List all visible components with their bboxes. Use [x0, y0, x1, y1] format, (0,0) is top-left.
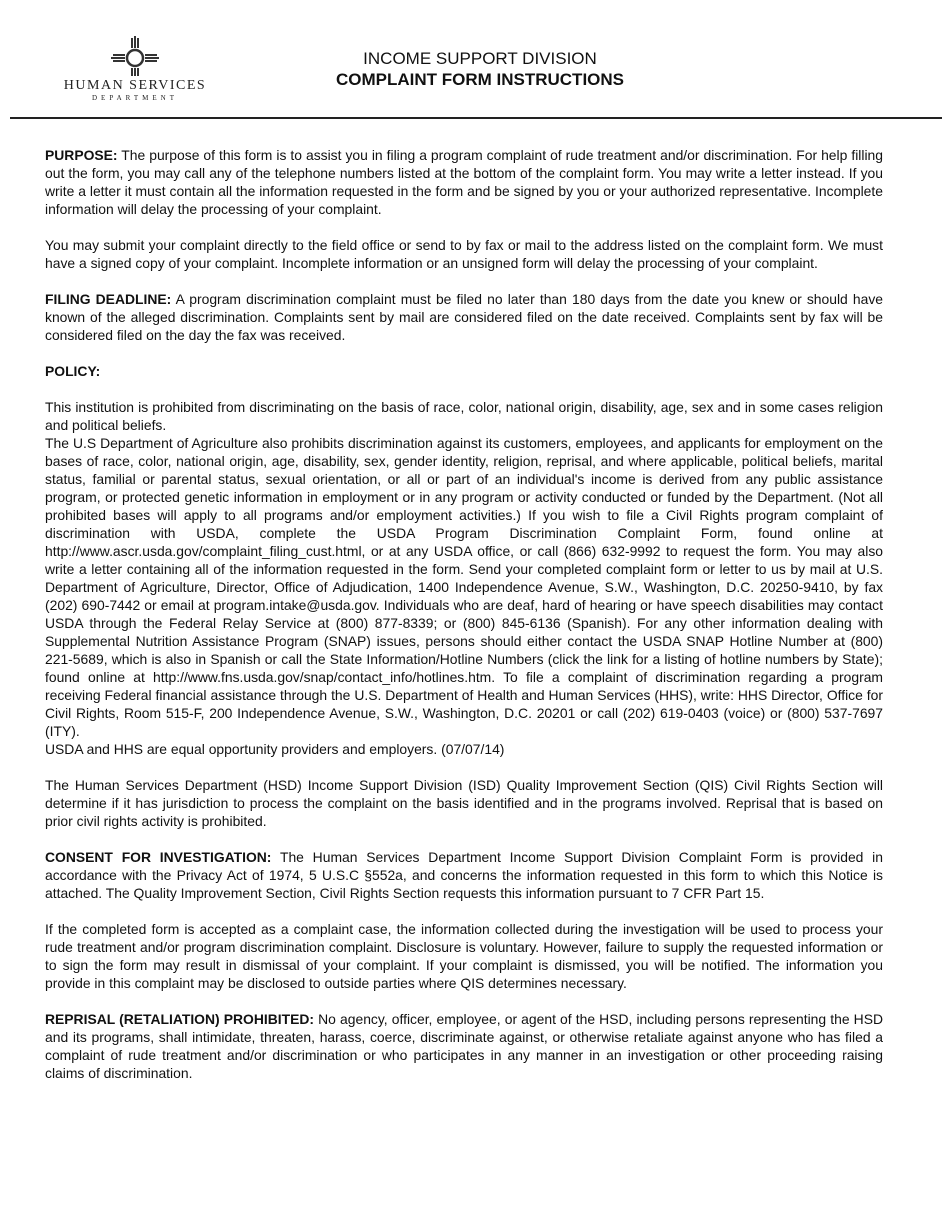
- consent-text: The Human Services Department Income Support Division Complaint Form is provided in accordance with the Privacy Act of 1974, 5 U.S.C §552a, and concerns the information requested in this form to which this Notice is attached. The Quality Improvement Section, Civil Rights Section requests this information pursuant to 7 CFR Part 15.: [45, 849, 883, 901]
- policy-section: [45, 362, 883, 758]
- division-name: INCOME SUPPORT DIVISION: [363, 49, 597, 68]
- instructions-body: [45, 146, 883, 1100]
- policy-equal-opportunity: USDA and HHS are equal opportunity providers and employers. (07/07/14): [45, 741, 505, 757]
- policy-label: POLICY:: [45, 363, 101, 379]
- disclosure-section: [45, 920, 883, 992]
- consent-section: [45, 848, 883, 902]
- form-title: COMPLAINT FORM INSTRUCTIONS: [335, 70, 625, 89]
- submission-text: You may submit your complaint directly to the field office or send to by fax or mail to the address listed on the complaint form. We must have a signed copy of your complaint. Incomplete information or an unsigned form will delay the processing of your complaint.: [45, 237, 883, 271]
- jurisdiction-section: [45, 776, 883, 830]
- deadline-section: [45, 290, 883, 344]
- logo-department: DEPARTMENT: [92, 94, 178, 102]
- reprisal-text: No agency, officer, employee, or agent of the HSD, including persons representing the HSD and its programs, shall intimidate, threaten, harass, coerce, discriminate against, or otherwise retaliate against anyone who has filed a complaint of rude treatment and/or discrimination or who participates in any manner in an investigation or other proceeding raising claims of discrimination.: [45, 1011, 883, 1081]
- deadline-text: A program discrimination complaint must be filed no later than 180 days from the date you knew or should have known of the alleged discrimination. Complaints sent by mail are considered filed on the date received. Complaints sent by fax will be considered filed on the day the fax was received.: [45, 291, 883, 343]
- hsd-logo: [50, 36, 220, 106]
- deadline-label: FILING DEADLINE:: [45, 291, 172, 307]
- policy-usda-text: The U.S Department of Agriculture also prohibits discrimination against its customers, employees, and applicants for employment on the bases of race, color, national origin, age, disability, sex, gender identity, religion, reprisal, and where applicable, political beliefs, marital status, familial or parental status, sexual orientation, or all or part of an individual's income is derived from any public assistance program, or protected genetic information in employment or in any program or activity conducted or funded by the Department. (Not all prohibited bases will apply to all programs and/or employment activities.) If you wish to file a Civil Rights program complaint of discrimination with USDA, complete the USDA Program Discrimination Complaint Form, found online at http://www.ascr.usda.gov/complaint_filing_cust.html, or at any USDA office, or call (866) 632-9992 to request the form. You may also write a letter containing all of the information requested in the form. Send your completed complaint form or letter to us by mail at U.S. Department of Agriculture, Director, Office of Adjudication, 1400 Independence Avenue, S.W., Washington, D.C. 20250-9410, by fax (202) 690-7442 or email at program.intake@usda.gov. Individuals who are deaf, hard of hearing or have speech disabilities may contact USDA through the Federal Relay Service at (800) 877-8339; or (800) 845-6136 (Spanish). For any other information dealing with Supplemental Nutrition Assistance Program (SNAP) issues, persons should either contact the USDA SNAP Hotline Number at (800) 221-5689, which is also in Spanish or call the State Information/Hotline Numbers (click the link for a listing of hotline numbers by State); found online at http://www.fns.usda.gov/snap/contact_info/hotlines.htm. To file a complaint of discrimination regarding a program receiving Federal financial assistance through the U.S. Department of Health and Human Services (HHS), write: HHS Director, Office for Civil Rights, Room 515-F, 200 Independence Avenue, S.W., Washington, D.C. 20201 or call (202) 619-0403 (voice) or (800) 537-7697 (ITY).: [45, 435, 883, 739]
- jurisdiction-text: The Human Services Department (HSD) Income Support Division (ISD) Quality Improvement Section (QIS) Civil Rights Section will determine if it has jurisdiction to process the complaint on the basis identified and in the programs involved. Reprisal that is based on prior civil rights activity is prohibited.: [45, 777, 883, 829]
- purpose-text: The purpose of this form is to assist you in filing a program complaint of rude treatment and/or discrimination. For help filling out the form, you may call any of the telephone numbers listed at the bottom of the complaint form. You may write a letter instead. If you write a letter it must contain all the information requested in the form and be signed by you or your authorized representative. Incomplete information will delay the processing of your complaint.: [45, 147, 883, 217]
- reprisal-label: REPRISAL (RETALIATION) PROHIBITED:: [45, 1011, 315, 1027]
- consent-label: CONSENT FOR INVESTIGATION:: [45, 849, 272, 865]
- policy-institution-text: This institution is prohibited from discriminating on the basis of race, color, national origin, disability, age, sex and in some cases religion and political beliefs.: [45, 399, 883, 433]
- reprisal-section: [45, 1010, 883, 1082]
- submission-section: [45, 236, 883, 272]
- zia-sun-logo-icon: [110, 36, 160, 76]
- disclosure-text: If the completed form is accepted as a complaint case, the information collected during the investigation will be used to process your rude treatment and/or program discrimination complaint. Disclosure is voluntary. However, failure to supply the requested information or to sign the form may result in dismissal of your complaint. If your complaint is dismissed, you will be notified. The information you provide in this complaint may be disclosed to outside parties where QIS determines necessary.: [45, 921, 883, 991]
- header-divider: [10, 117, 942, 119]
- page-title: [300, 48, 660, 90]
- purpose-label: PURPOSE:: [45, 147, 118, 163]
- logo-wordmark: HUMAN SERVICES: [63, 78, 207, 93]
- purpose-section: [45, 146, 883, 218]
- page-header: [0, 0, 950, 120]
